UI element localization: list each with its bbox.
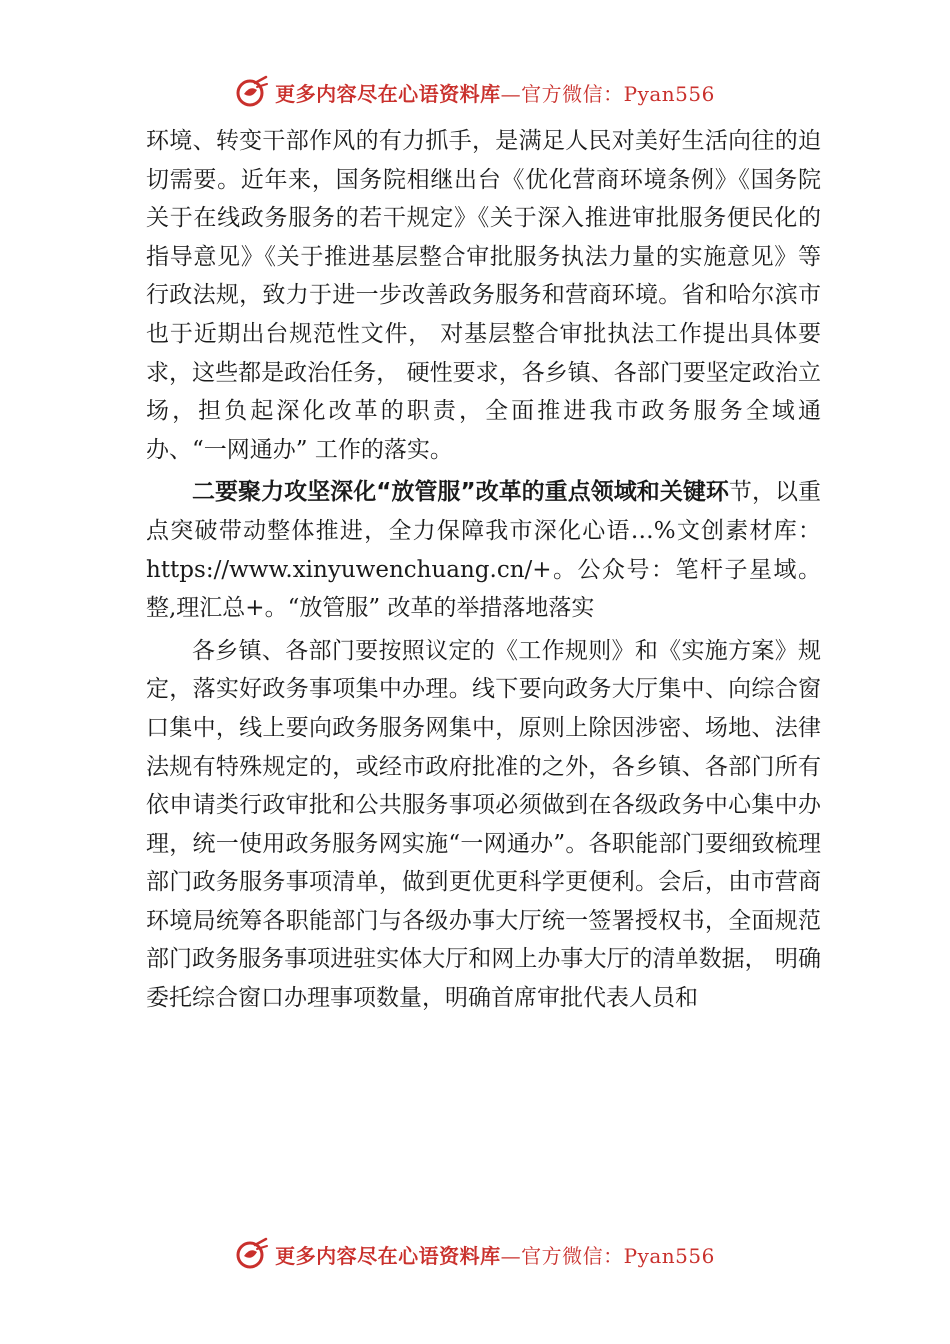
banner-dash: — [500, 1243, 522, 1268]
banner-brand-text: 更多内容尽在心语资料库 [275, 1243, 501, 1268]
banner-text [275, 78, 715, 107]
banner-text [275, 1240, 715, 1269]
banner-dash: — [500, 81, 522, 106]
header-banner [0, 72, 950, 112]
section-heading-2: 二要聚力攻坚深化“放管服”改革的重点领域和关键环 [192, 479, 729, 506]
paragraph-1: 环境、转变干部作风的有力抓手，是满足人民对美好生活向往的迫切需要。近年来，国务院相继出台《优化营商环境条例》《国务院关于在线政务服务的若干规定》《关于深入推进审批服务便民化的指导意见》《关于推进基层整合审批服务执法力量的实施意见》等行政法规，致力于进一步改善政务服务和营商环境。省和哈尔滨市也于近期出台规范性文件， 对基层整合审批执法工作提出具体要求，这些都是政治任务， 硬性要求，各乡镇、各部门要坚定政治立场，担负起深化改革的职责，全面推进我市政务服务全域通办、“一网通办” 工作的落实。 [146, 128, 821, 463]
footer-banner [0, 1234, 950, 1274]
banner-brand-text: 更多内容尽在心语资料库 [275, 81, 501, 106]
banner-contact-text: 官方微信：Pyan556 [521, 1243, 715, 1268]
banner-contact-text: 官方微信：Pyan556 [521, 81, 715, 106]
paragraph-3: 各乡镇、各部门要按照议定的《工作规则》和《实施方案》规定，落实好政务事项集中办理。线下要向政务大厅集中、向综合窗口集中，线上要向政务服务网集中，原则上除因涉密、场地、法律法规有特殊规定的，或经市政府批准的之外，各乡镇、各部门所有依申请类行政审批和公共服务事项必须做到在各级政务中心集中办理，统一使用政务服务网实施“一网通办”。各职能部门要细致梳理部门政务服务事项清单，做到更优更科学更便利。会后，由市营商环境局统筹各职能部门与各级办事大厅统一签署授权书，全面规范部门政务服务事项进驻实体大厅和网上办事大厅的清单数据， 明确委托综合窗口办理事项数量，明确首席审批代表人员和 [146, 637, 821, 1012]
paragraph-2 [146, 473, 821, 627]
xinyu-logo-icon [235, 75, 269, 109]
xinyu-logo-icon [235, 1237, 269, 1271]
document-body [146, 122, 821, 1018]
paragraph-2-text: 节，以重点突破带动整体推进，全力保障我市深化心语…%文创素材库：https://www.xinyuwenchuang.cn/+。公众号：笔杆子星域。整,理汇总+。“放管服” 改革的举措落地落实 [146, 479, 822, 622]
